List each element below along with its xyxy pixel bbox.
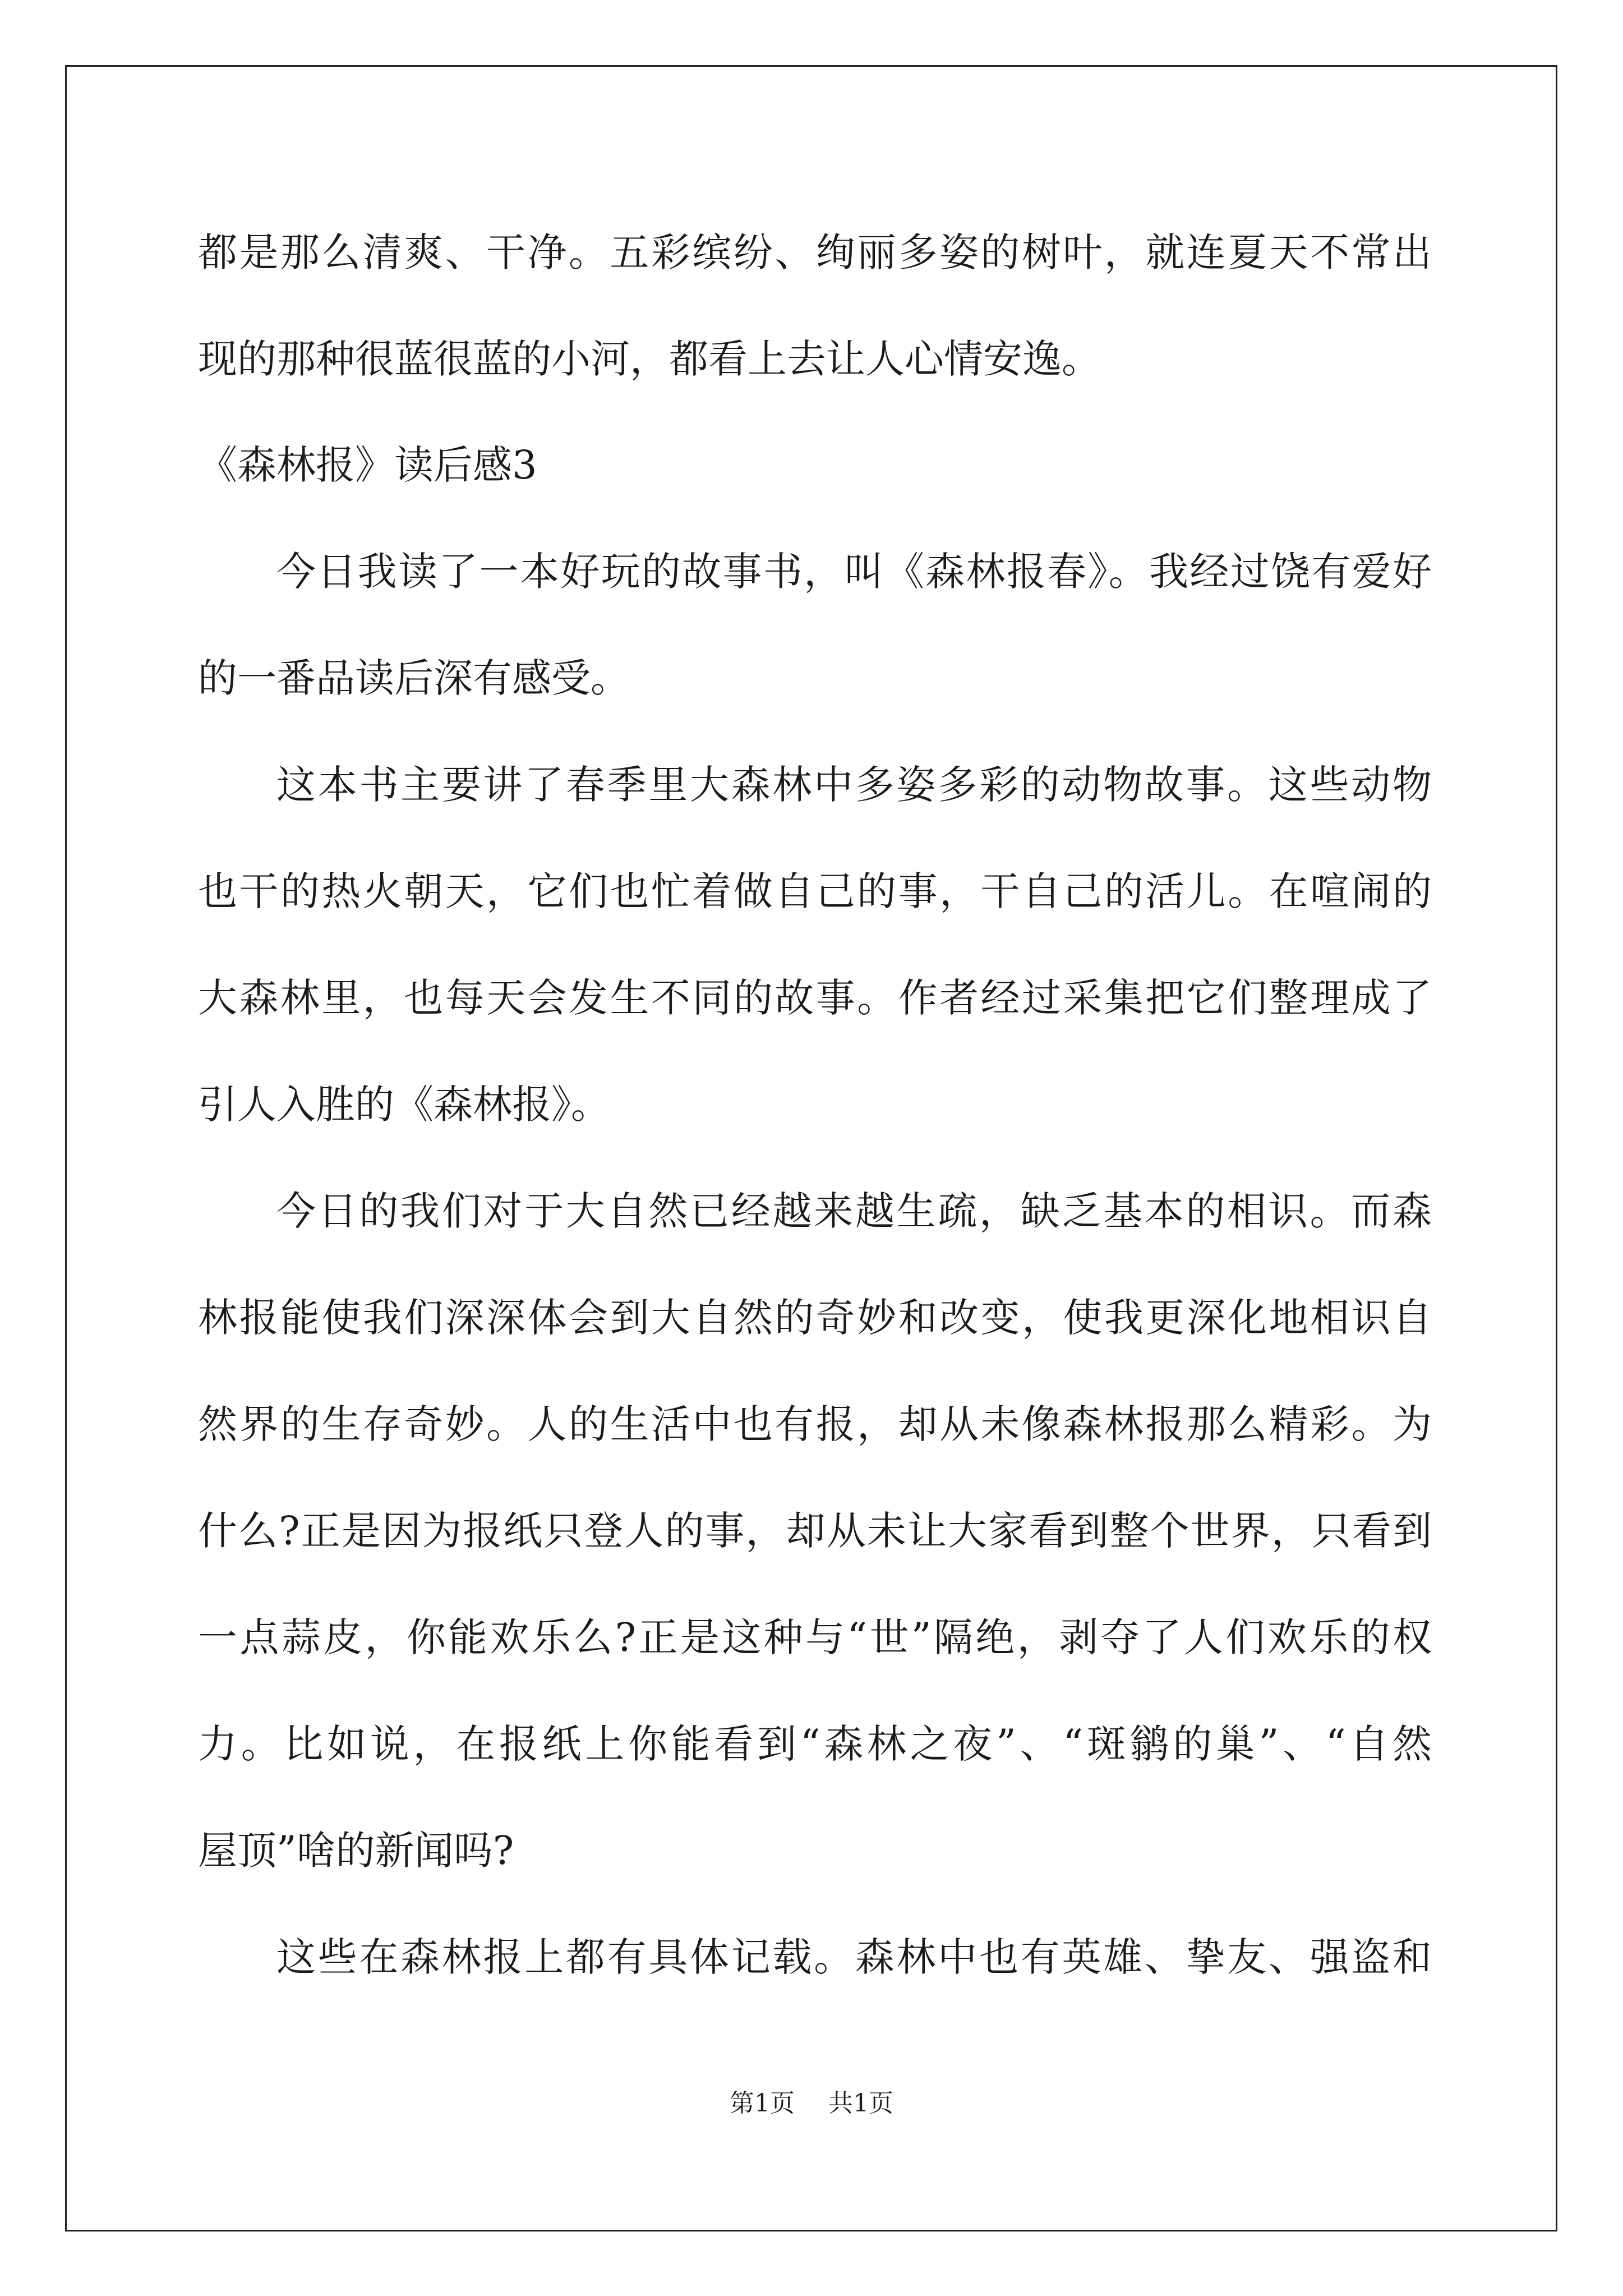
text-line: 大森林里，也每天会发生不同的故事。作者经过采集把它们整理成了 — [198, 975, 1432, 1021]
paragraph-first-line: 今日的我们对于大自然已经越来越生疏，缺乏基本的相识。而森 — [276, 1188, 1432, 1234]
text-line: 什么?正是因为报纸只登人的事，却从未让大家看到整个世界，只看到 — [198, 1508, 1432, 1554]
text-line: 一点蒜皮，你能欢乐么?正是这种与“世”隔绝，剥夺了人们欢乐的权 — [198, 1614, 1432, 1660]
text-line: 屋顶”啥的新闻吗? — [198, 1828, 514, 1874]
page-border — [65, 65, 1557, 2231]
text-line: 引人入胜的《森林报》。 — [198, 1082, 610, 1128]
text-line: 林报能使我们深深体会到大自然的奇妙和改变，使我更深化地相识自 — [198, 1295, 1432, 1341]
page-footer — [0, 2087, 1623, 2120]
text-line: 现的那种很蓝很蓝的小河，都看上去让人心情安逸。 — [198, 336, 1101, 382]
text-line: 也干的热火朝天，它们也忙着做自己的事，干自己的活儿。在喧闹的 — [198, 868, 1432, 914]
text-line: 的一番品读后深有感受。 — [198, 655, 630, 701]
text-line: 力。比如说，在报纸上你能看到“森林之夜”、“斑鹟的巢”、“自然 — [198, 1721, 1432, 1767]
paragraph-first-line: 今日我读了一本好玩的故事书，叫《森林报春》。我经过饶有爱好 — [276, 549, 1432, 595]
text-line: 都是那么清爽、干净。五彩缤纷、绚丽多姿的树叶，就连夏天不常出 — [198, 229, 1432, 275]
page-total: 共1页 — [828, 2089, 893, 2118]
paragraph-first-line: 这本书主要讲了春季里大森林中多姿多彩的动物故事。这些动物 — [276, 762, 1432, 808]
paragraph-first-line: 这些在森林报上都有具体记载。森林中也有英雄、挚友、强盗和 — [276, 1934, 1432, 1980]
section-heading: 《森林报》读后感3 — [198, 442, 537, 488]
text-line: 然界的生存奇妙。人的生活中也有报，却从未像森林报那么精彩。为 — [198, 1401, 1432, 1447]
page-number: 第1页 — [730, 2089, 795, 2118]
